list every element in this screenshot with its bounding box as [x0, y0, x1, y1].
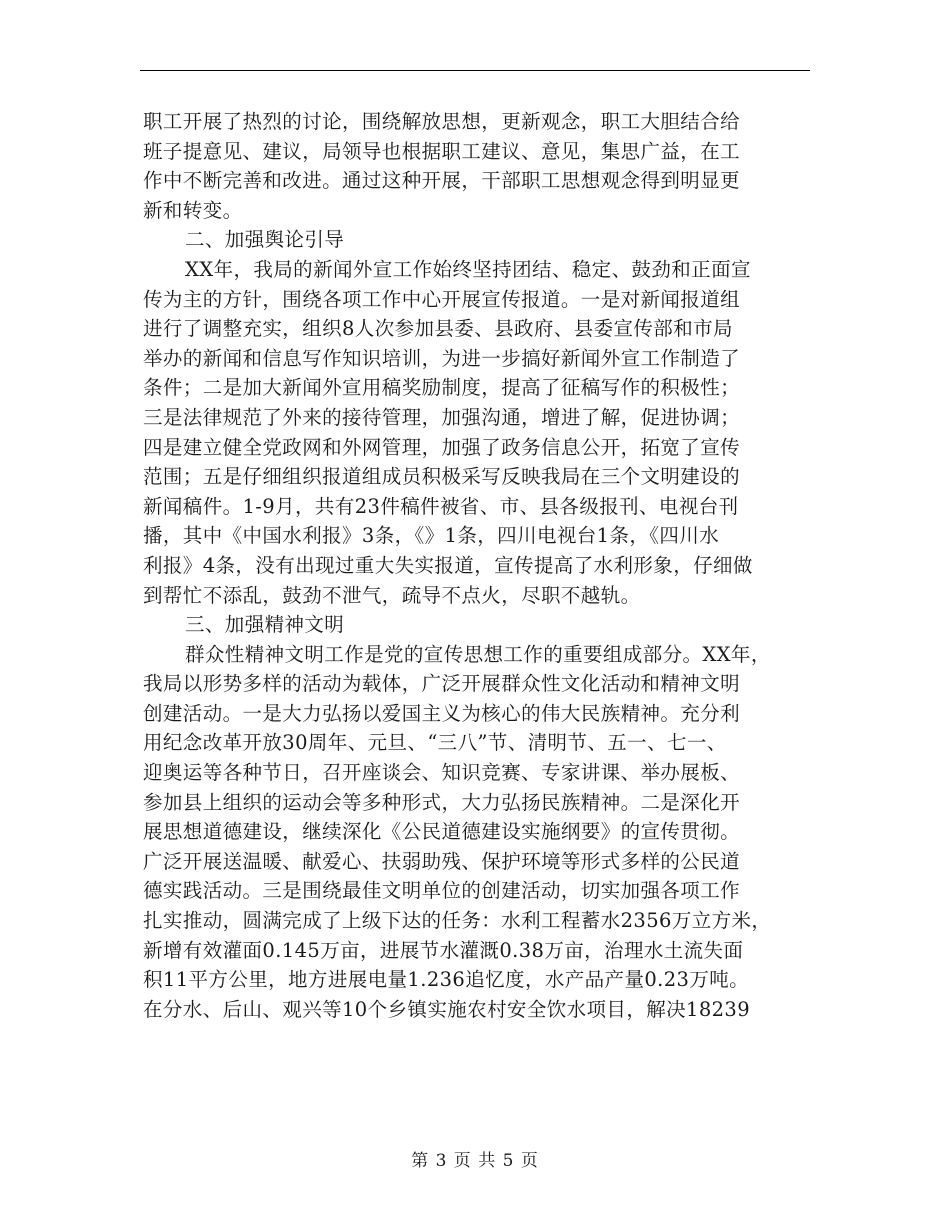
paragraph-line: 展思想道德建设，继续深化《公民道德建设实施纲要》的宣传贯彻。: [143, 820, 741, 844]
paragraph-line: 扎实推动，圆满完成了上级下达的任务：水利工程蓄水2356万立方米，: [143, 909, 772, 933]
header-rule: [140, 70, 810, 71]
paragraph-line: 新增有效灌面0.145万亩，进展节水灌溉0.38万亩，治理水土流失面: [143, 938, 744, 962]
paragraph-line: 班子提意见、建议，局领导也根据职工建议、意见，集思广益，在工: [143, 139, 741, 163]
paragraph-line: 德实践活动。三是围绕最佳文明单位的创建活动，切实加强各项工作: [143, 879, 741, 903]
section-heading: 二、加强舆论引导: [185, 228, 345, 252]
paragraph-line: 范围；五是仔细组织报道组成员积极采写反映我局在三个文明建设的: [143, 465, 741, 489]
paragraph-line: 我局以形势多样的活动为载体，广泛开展群众性文化活动和精神文明: [143, 672, 741, 696]
paragraph-line: 创建活动。一是大力弘扬以爱国主义为核心的伟大民族精神。充分利: [143, 701, 741, 725]
paragraph-line: 利报》4条，没有出现过重大失实报道，宣传提高了水利形象，仔细做: [143, 553, 753, 577]
paragraph-line: 播，其中《中国水利报》3条，《》1条，四川电视台1条，《四川水: [143, 524, 720, 548]
paragraph-line: 积11平方公里，地方进展电量1.236追忆度，水产品产量0.23万吨。: [143, 968, 750, 992]
paragraph-line: 职工开展了热烈的讨论，围绕解放思想，更新观念，职工大胆结合给: [143, 110, 741, 133]
paragraph-line: 新闻稿件。1-9月，共有23件稿件被省、市、县各级报刊、电视台刊: [143, 494, 739, 518]
paragraph-line: 群众性精神文明工作是党的宣传思想工作的重要组成部分。XX年，: [185, 642, 771, 666]
paragraph-line: 到帮忙不添乱，鼓劲不泄气，疏导不点火，尽职不越轨。: [143, 583, 641, 607]
paragraph-line: 新和转变。: [143, 198, 243, 222]
paragraph-line: 四是建立健全党政网和外网管理，加强了政务信息公开，拓宽了宣传: [143, 435, 741, 459]
paragraph-line: 传为主的方针，围绕各项工作中心开展宣传报道。一是对新闻报道组: [143, 287, 741, 311]
paragraph-line: 在分水、后山、观兴等10个乡镇实施农村安全饮水项目，解决18239: [143, 997, 751, 1021]
paragraph-line: 广泛开展送温暖、献爱心、扶弱助残、保护环境等形式多样的公民道: [143, 849, 741, 873]
page-number-label: 第 3 页 共 5 页: [411, 1151, 539, 1171]
paragraph-line: 进行了调整充实，组织8人次参加县委、县政府、县委宣传部和市局: [143, 317, 733, 341]
paragraph-line: 参加县上组织的运动会等多种形式，大力弘扬民族精神。二是深化开: [143, 790, 741, 814]
document-body: [143, 107, 813, 1024]
paragraph-line: 作中不断完善和改进。通过这种开展，干部职工思想观念得到明显更: [143, 169, 741, 193]
paragraph-line: 举办的新闻和信息写作知识培训，为进一步搞好新闻外宣工作制造了: [143, 346, 741, 370]
section-heading: 三、加强精神文明: [185, 613, 345, 637]
paragraph-line: XX年，我局的新闻外宣工作始终坚持团结、稳定、鼓劲和正面宣: [185, 257, 751, 281]
paragraph-line: 迎奥运等各种节日，召开座谈会、知识竞赛、专家讲课、举办展板、: [143, 761, 741, 785]
paragraph-line: 三是法律规范了外来的接待管理，加强沟通，增进了解，促进协调；: [143, 405, 741, 429]
paragraph-line: 条件；二是加大新闻外宣用稿奖励制度，提高了征稿写作的积极性；: [143, 376, 741, 400]
paragraph-line: 用纪念改革开放30周年、元旦、“三八”节、清明节、五一、七一、: [143, 731, 727, 755]
page-footer: [0, 1150, 950, 1172]
